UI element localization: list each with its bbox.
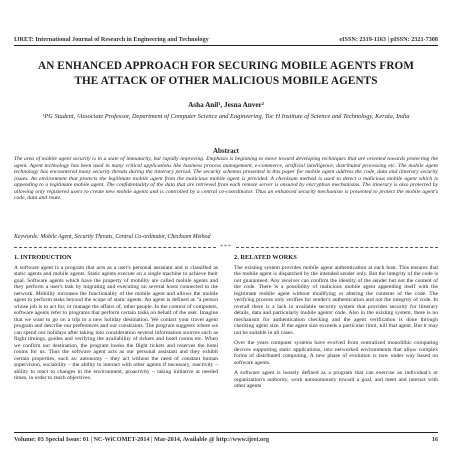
volume-info: Volume: 03 Special Issue: 01 | NC-WiCOMET-2014 | Mar-2014, Available @ http://www.ijret.org xyxy=(14,436,269,443)
running-footer xyxy=(14,436,438,443)
introduction-heading: 1. INTRODUCTION xyxy=(14,254,72,261)
related-works-paragraph-2: Over the years computer systems have evolved from centralized monolithic computing devices supporting static applications, into networked environments that allow complex forms of distributed computing. A new phase of evolution is now under way based on software agents. xyxy=(234,340,438,366)
issn-info: eISSN: 2319-1163 | pISSN: 2321-7308 xyxy=(339,36,438,43)
right-column xyxy=(234,255,438,394)
paper-title xyxy=(10,59,442,89)
related-works-paragraph-3: A software agent is loosely defined as a program that can exercise an individual's or organization's authority, work autonomously toward a goal, and meet and interact with other agents xyxy=(234,370,438,389)
affiliation: ¹PG Student, ²Associate Professor, Department of Computer Science and Engineering, Toc H Institute of Science and Technology, Kerala, India xyxy=(42,113,410,120)
related-works-heading: 2. RELATED WORKS xyxy=(234,254,297,261)
introduction-paragraph: A software agent is a program that acts as a user's personal assistant and is classified as static agents and mobile agents. Static agents execute on a single machine to achieve their goal. Software agents which have the property of mobility are called mobile agents and they perform a user's task by migrating and executing on several hosts connected to the network. Mobility increases the functionality of the mobile agent and allows the mobile agent to perform tasks beyond the scope of static agents. An agent is defined as "a person whose job is to act for, or manage the affairs of, other people. In the context of computers, software agents refer to programs that perform certain tasks on behalf of the user. Imagine that we want to go on a trip to a new holiday destination. We contact your travel agent program and describe our preferences and our constraints. The program suggests where we can spend our holidays after taking into consideration several information sources such as flight timings, guides and verifying the availability of tickets and hotel rooms etc. When we confirm our destination, the program books the flight tickets and reserves the hotel rooms for us. Thus the software agent acts as our personal assistant and they exhibit certain properties, such as: autonomy – they act without the need of constant human supervision, sociability – the ability to interact with other agents if necessary, reactivity – ability to react to changes in the environment, proactivity – taking initiative at needed times, in order to reach objectives. xyxy=(14,264,218,381)
related-works-paragraph-1: The existing system provides mobile agent authentication at each host. This ensures that the mobile agent is dispatched by the intended sender only. But the integrity of the code is not guaranteed. Any receiver can confirm the identity of the sender but not the content of the code. There is a possibility of malicious mobile agent appending itself with the legitimate mobile agent without modifying or altering the contents of the code. The verifying process only verifies for sender's authentication and not the integrity of code. In overall there is a lack in available security system that provides security for itinerary details, data and particularly mobile agents' code. Also in the existing system, there is no mechanism for authentication checking and the agent verification is done through checking agent size. If the agent size exceeds a particular limit, kill that agent. But it may not be suitable in all cases. xyxy=(234,264,438,336)
divider-line-left xyxy=(14,247,216,248)
header-rule xyxy=(14,45,438,46)
keywords: Keywords: Mobile Agent, Security Threats, Central Co-ordinator, Checksum Method xyxy=(14,234,211,240)
section-divider xyxy=(14,244,438,250)
journal-name: IJRET: International Journal of Research in Engineering and Technology xyxy=(14,36,209,43)
divider-line-right xyxy=(236,247,438,248)
title-line-2: THE ATTACK OF OTHER MALICIOUS MOBILE AGENTS xyxy=(74,75,378,87)
abstract-text: The area of mobile agent security is in a state of immaturity, but rapidly improving. Emphasis is beginning to move toward developing techniques that are oriented towards protecting the agent. Agent technology has been used in many critical applications like business process management, e-commerce, artificial intelligence, distributed processing etc. The mobile agent technology has encountered many security threats during the itinerary period. The security schemes presented in this paper for mobile agent address the code, data and itinerary security issues. An environment that protects the legitimate mobile agent from the malicious mobile agent is provided. A checksum method is used to detect a malicious mobile agent which is appending to a legitimate mobile agent. The confidentiality of the data that are retrieved from each remote server is ensured by encryption mechanisms. The itinerary is also protected by allowing only registered users to create new mobile agents and is controlled by a central co-coordinator. Thus an enhanced security mechanism is presented to protect the mobile agent's code, data and route. xyxy=(14,156,438,202)
title-line-1: AN ENHANCED APPROACH FOR SECURING MOBILE AGENTS FROM xyxy=(38,60,414,72)
abstract-heading: Abstract xyxy=(212,147,240,155)
running-header xyxy=(14,36,438,43)
page-number: 16 xyxy=(431,436,438,443)
author-list: Asha Anil¹, Jesna Anver² xyxy=(188,101,264,109)
footer-rule xyxy=(14,432,438,433)
left-column xyxy=(14,255,218,386)
divider-mark: *** xyxy=(220,244,232,250)
